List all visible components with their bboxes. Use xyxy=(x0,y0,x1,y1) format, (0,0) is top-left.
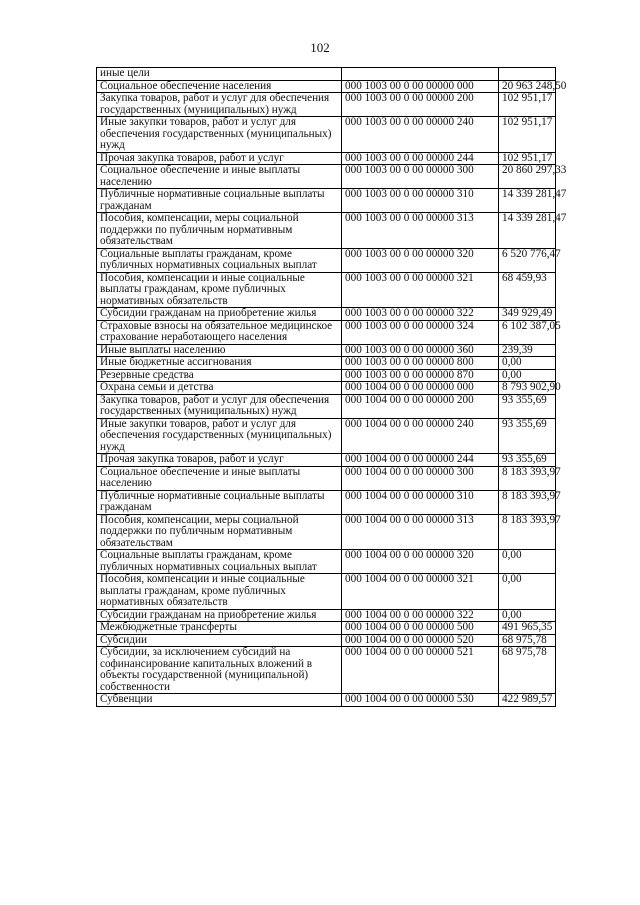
row-value-cell: 102 951,17 xyxy=(499,152,556,165)
row-name-cell: Иные закупки товаров, работ и услуг для обеспечения государственных (муниципальных) нужд xyxy=(97,117,342,153)
table-row xyxy=(97,574,556,610)
row-value-cell: 0,00 xyxy=(499,550,556,574)
row-value-cell: 491 965,35 xyxy=(499,622,556,635)
row-value-cell: 6 520 776,47 xyxy=(499,248,556,272)
row-value-cell: 102 951,17 xyxy=(499,93,556,117)
table-row xyxy=(97,248,556,272)
row-value-cell: 8 183 393,97 xyxy=(499,514,556,550)
table-row xyxy=(97,117,556,153)
row-name-cell: Социальные выплаты гражданам, кроме публичных нормативных социальных выплат xyxy=(97,248,342,272)
table-row xyxy=(97,320,556,344)
row-name-cell: Субсидии гражданам на приобретение жилья xyxy=(97,308,342,321)
row-code-cell: 000 1003 00 0 00 00000 360 xyxy=(342,344,499,357)
row-name-cell: Резервные средства xyxy=(97,369,342,382)
row-value-cell: 0,00 xyxy=(499,609,556,622)
table-row xyxy=(97,694,556,707)
row-value-cell: 68 975,78 xyxy=(499,647,556,694)
table-row xyxy=(97,213,556,249)
row-name-cell: Субсидии xyxy=(97,634,342,647)
row-value-cell: 0,00 xyxy=(499,574,556,610)
row-code-cell: 000 1003 00 0 00 00000 200 xyxy=(342,93,499,117)
row-code-cell: 000 1004 00 0 00 00000 240 xyxy=(342,418,499,454)
row-code-cell: 000 1003 00 0 00 00000 324 xyxy=(342,320,499,344)
row-name-cell: Социальное обеспечение населения xyxy=(97,80,342,93)
table-row xyxy=(97,344,556,357)
row-name-cell: Социальное обеспечение и иные выплаты населению xyxy=(97,466,342,490)
row-value-cell: 349 929,49 xyxy=(499,308,556,321)
row-code-cell: 000 1004 00 0 00 00000 322 xyxy=(342,609,499,622)
row-code-cell: 000 1003 00 0 00 00000 321 xyxy=(342,272,499,308)
row-value-cell: 20 860 297,33 xyxy=(499,165,556,189)
table-row xyxy=(97,80,556,93)
row-name-cell: Субсидии гражданам на приобретение жилья xyxy=(97,609,342,622)
row-value-cell: 6 102 387,05 xyxy=(499,320,556,344)
table-row xyxy=(97,369,556,382)
table-row xyxy=(97,490,556,514)
row-code-cell: 000 1004 00 0 00 00000 000 xyxy=(342,382,499,395)
row-code-cell: 000 1003 00 0 00 00000 322 xyxy=(342,308,499,321)
row-code-cell: 000 1004 00 0 00 00000 321 xyxy=(342,574,499,610)
row-code-cell: 000 1004 00 0 00 00000 244 xyxy=(342,454,499,467)
row-code-cell: 000 1004 00 0 00 00000 530 xyxy=(342,694,499,707)
table-row xyxy=(97,609,556,622)
row-name-cell: Закупка товаров, работ и услуг для обеспечения государственных (муниципальных) нужд xyxy=(97,394,342,418)
row-code-cell: 000 1004 00 0 00 00000 300 xyxy=(342,466,499,490)
budget-table-body xyxy=(97,67,567,707)
table-row xyxy=(97,550,556,574)
row-name-cell: Социальное обеспечение и иные выплаты населению xyxy=(97,165,342,189)
table-row xyxy=(97,418,556,454)
row-name-cell: иные цели xyxy=(97,68,342,81)
row-name-cell: Прочая закупка товаров, работ и услуг xyxy=(97,152,342,165)
page-number: 102 xyxy=(310,40,330,55)
row-code-cell: 000 1003 00 0 00 00000 300 xyxy=(342,165,499,189)
row-value-cell: 8 183 393,97 xyxy=(499,466,556,490)
row-value-cell: 14 339 281,47 xyxy=(499,213,556,249)
table-row xyxy=(97,357,556,370)
row-value-cell: 239,39 xyxy=(499,344,556,357)
row-code-cell xyxy=(342,68,499,81)
table-row xyxy=(97,466,556,490)
row-value-cell: 8 183 393,97 xyxy=(499,490,556,514)
row-value-cell: 14 339 281,47 xyxy=(499,189,556,213)
row-value-cell: 20 963 248,50 xyxy=(499,80,556,93)
row-code-cell: 000 1003 00 0 00 00000 310 xyxy=(342,189,499,213)
table-row xyxy=(97,454,556,467)
row-name-cell: Публичные нормативные социальные выплаты гражданам xyxy=(97,490,342,514)
row-value-cell: 8 793 902,90 xyxy=(499,382,556,395)
row-name-cell: Пособия, компенсации, меры социальной поддержки по публичным нормативным обязательствам xyxy=(97,514,342,550)
row-code-cell: 000 1003 00 0 00 00000 870 xyxy=(342,369,499,382)
row-value-cell: 68 975,78 xyxy=(499,634,556,647)
row-name-cell: Охрана семьи и детства xyxy=(97,382,342,395)
row-name-cell: Иные закупки товаров, работ и услуг для обеспечения государственных (муниципальных) нужд xyxy=(97,418,342,454)
row-code-cell: 000 1003 00 0 00 00000 240 xyxy=(342,117,499,153)
row-value-cell: 422 989,57 xyxy=(499,694,556,707)
row-name-cell: Иные бюджетные ассигнования xyxy=(97,357,342,370)
table-row xyxy=(97,152,556,165)
row-value-cell: 93 355,69 xyxy=(499,418,556,454)
row-code-cell: 000 1004 00 0 00 00000 500 xyxy=(342,622,499,635)
row-code-cell: 000 1004 00 0 00 00000 313 xyxy=(342,514,499,550)
row-value-cell: 68 459,93 xyxy=(499,272,556,308)
table-row xyxy=(97,165,556,189)
row-code-cell: 000 1003 00 0 00 00000 244 xyxy=(342,152,499,165)
row-name-cell: Публичные нормативные социальные выплаты гражданам xyxy=(97,189,342,213)
row-code-cell: 000 1003 00 0 00 00000 000 xyxy=(342,80,499,93)
budget-table xyxy=(96,67,567,707)
row-name-cell: Субсидии, за исключением субсидий на софинансирование капитальных вложений в объекты государственной (муниципальной) собственности xyxy=(97,647,342,694)
row-code-cell: 000 1003 00 0 00 00000 313 xyxy=(342,213,499,249)
row-value-cell: 0,00 xyxy=(499,357,556,370)
table-row xyxy=(97,68,556,81)
row-name-cell: Прочая закупка товаров, работ и услуг xyxy=(97,454,342,467)
table-row xyxy=(97,634,556,647)
table-row xyxy=(97,622,556,635)
table-row xyxy=(97,394,556,418)
row-name-cell: Иные выплаты населению xyxy=(97,344,342,357)
table-row xyxy=(97,382,556,395)
row-name-cell: Закупка товаров, работ и услуг для обеспечения государственных (муниципальных) нужд xyxy=(97,93,342,117)
table-row xyxy=(97,308,556,321)
row-name-cell: Субвенции xyxy=(97,694,342,707)
row-name-cell: Страховые взносы на обязательное медицинское страхование неработающего населения xyxy=(97,320,342,344)
row-value-cell: 0,00 xyxy=(499,369,556,382)
table-row xyxy=(97,647,556,694)
row-code-cell: 000 1004 00 0 00 00000 520 xyxy=(342,634,499,647)
row-name-cell: Социальные выплаты гражданам, кроме публичных нормативных социальных выплат xyxy=(97,550,342,574)
row-value-cell: 102 951,17 xyxy=(499,117,556,153)
row-code-cell: 000 1003 00 0 00 00000 800 xyxy=(342,357,499,370)
table-row xyxy=(97,189,556,213)
row-value-cell: 93 355,69 xyxy=(499,394,556,418)
table-row xyxy=(97,93,556,117)
row-value-cell xyxy=(499,68,556,81)
row-code-cell: 000 1004 00 0 00 00000 521 xyxy=(342,647,499,694)
row-code-cell: 000 1003 00 0 00 00000 320 xyxy=(342,248,499,272)
row-name-cell: Пособия, компенсации, меры социальной поддержки по публичным нормативным обязательствам xyxy=(97,213,342,249)
row-name-cell: Пособия, компенсации и иные социальные выплаты гражданам, кроме публичных нормативных обязательств xyxy=(97,272,342,308)
row-code-cell: 000 1004 00 0 00 00000 310 xyxy=(342,490,499,514)
table-row xyxy=(97,272,556,308)
row-value-cell: 93 355,69 xyxy=(499,454,556,467)
row-name-cell: Межбюджетные трансферты xyxy=(97,622,342,635)
table-row xyxy=(97,514,556,550)
row-name-cell: Пособия, компенсации и иные социальные выплаты гражданам, кроме публичных нормативных обязательств xyxy=(97,574,342,610)
row-code-cell: 000 1004 00 0 00 00000 320 xyxy=(342,550,499,574)
row-code-cell: 000 1004 00 0 00 00000 200 xyxy=(342,394,499,418)
